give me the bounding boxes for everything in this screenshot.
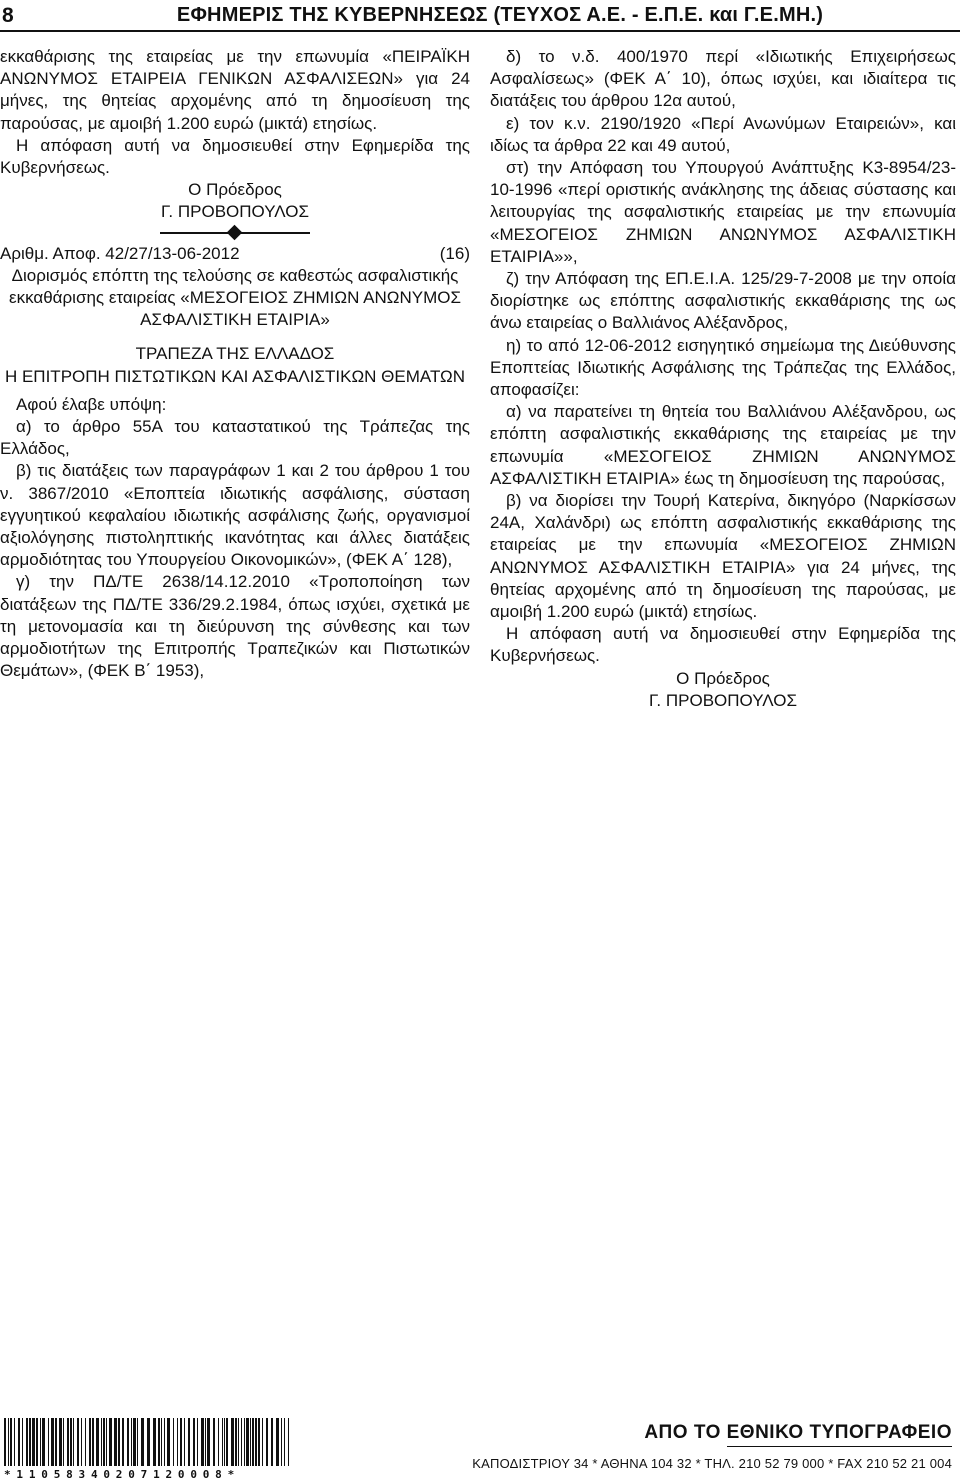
barcode-bar xyxy=(122,1418,124,1466)
barcode-bar xyxy=(184,1418,185,1466)
barcode-bar xyxy=(67,1418,69,1466)
barcode-bar xyxy=(218,1418,219,1466)
signature-name: Γ. ΠΡΟΒΟΠΟΥΛΟΣ xyxy=(648,690,798,710)
decision-code: (16) xyxy=(439,243,470,263)
barcode-bar xyxy=(114,1418,117,1466)
barcode-bar xyxy=(193,1418,195,1466)
barcode-bar xyxy=(51,1418,54,1466)
consideration-h: η) το από 12-06-2012 εισηγητικό σημείωμα της Διεύθυνσης Εποπτείας Ιδιωτικής Ασφάλισης της Τράπεζας της Ελλάδος, αποφασίζει: xyxy=(490,335,956,400)
barcode-bar xyxy=(226,1418,228,1466)
barcode-bar xyxy=(32,1418,35,1466)
barcode-bar xyxy=(252,1418,254,1466)
barcode-bar xyxy=(118,1418,120,1466)
barcode-bar xyxy=(207,1418,210,1466)
barcode-bar xyxy=(8,1418,9,1466)
barcode-bar xyxy=(288,1418,289,1466)
barcode-bar xyxy=(164,1418,165,1466)
consideration-b: β) τις διατάξεις των παραγράφων 1 και 2 του άρθρου 1 του ν. 3867/2010 «Εποπτεία ιδιωτικής ασφάλισης, σύσταση εγγυητικού κεφαλαίου ιδιωτικής ασφάλισης ζωής, οργανισμοί αξιολόγησης πιστοληπτικής ικανότητας και άλλες διατάξεις αρμοδιότητας του Υπουργείου Οικονομικών», (ΦΕΚ Α΄ 128), xyxy=(0,461,470,570)
barcode-bar xyxy=(14,1418,15,1466)
left-column xyxy=(0,46,470,682)
barcode-bar xyxy=(188,1418,190,1466)
barcode-bar xyxy=(137,1418,138,1466)
barcode-bar xyxy=(231,1418,234,1466)
barcode-bar xyxy=(131,1418,132,1466)
page-number: 8 xyxy=(2,4,14,27)
consideration-e: ε) τον κ.ν. 2190/1920 «Περί Ανωνύμων Εταιρειών», και ιδίως τα άρθρα 22 και 49 αυτού, xyxy=(490,113,956,155)
barcode-bar xyxy=(81,1418,82,1466)
barcode-bar xyxy=(77,1418,79,1466)
decision-subject: Διορισμός επόπτη της τελούσης σε καθεστώς ασφαλιστικής εκκαθάρισης εταιρείας «ΜΕΣΟΓΕΙΟΣ ΖΗΜΙΩΝ ΑΝΩΝΥΜΟΣ ΑΣΦΑΛΙΣΤΙΚΗ ΕΤΑΙΡΙΑ» xyxy=(9,265,461,330)
barcode-bar xyxy=(55,1418,57,1466)
barcode-bar xyxy=(4,1418,6,1466)
barcode-bar xyxy=(177,1418,178,1466)
header-rule xyxy=(0,30,960,32)
paragraph-continuation: εκκαθάρισης της εταιρείας με την επωνυμία «ΠΕΙΡΑΪΚΗ ΑΝΩΝΥΜΟΣ ΕΤΑΙΡΕΙΑ ΓΕΝΙΚΩΝ ΑΣΦΑΛΙΣΕΩΝ» για 24 μήνες, της θητείας αρχομένης από τη δημοσίευση της παρούσας, με αμοιβή 1.200 ευρώ (μικτά) ετησίως. xyxy=(0,47,470,133)
barcode-bar xyxy=(167,1418,170,1466)
issuer-committee: Η ΕΠΙΤΡΟΠΗ ΠΙΣΤΩΤΙΚΩΝ ΚΑΙ ΑΣΦΑΛΙΣΤΙΚΩΝ ΘΕΜΑΤΩΝ xyxy=(4,366,466,386)
barcode-bar xyxy=(18,1418,20,1466)
decision-a: α) να παρατείνει τη θητεία του Βαλλιάνου Αλέξανδρου, ως επόπτη ασφαλιστικής εκκαθάρισης της εταιρείας με την επωνυμία «ΜΕΣΟΓΕΙΟΣ ΖΗΜΙΩΝ ΑΝΩΝΥΜΟΣ ΑΣΦΑΛΙΣΤΙΚΗ ΕΤΑΙΡΙΑ» έως τη δημοσίευση της παρούσας, xyxy=(490,402,956,488)
barcode-bar xyxy=(40,1418,41,1466)
barcode-bar xyxy=(10,1418,12,1466)
barcode-bar xyxy=(133,1418,136,1466)
issuer-bank: ΤΡΑΠΕΖΑ ΤΗΣ ΕΛΛΑΔΟΣ xyxy=(135,344,335,364)
paragraph-publication: Η απόφαση αυτή να δημοσιευθεί στην Εφημερίδα της Κυβερνήσεως. xyxy=(490,624,956,666)
barcode-bar xyxy=(180,1418,182,1466)
barcode-bar xyxy=(197,1418,198,1466)
barcode-bar xyxy=(224,1418,225,1466)
barcode-bar xyxy=(250,1418,251,1466)
barcode-bar xyxy=(96,1418,99,1466)
barcode-bar xyxy=(244,1418,245,1466)
barcode-bar xyxy=(284,1418,285,1466)
barcode-bar xyxy=(70,1418,72,1466)
barcode-bar xyxy=(205,1418,206,1466)
barcode-bar xyxy=(106,1418,107,1466)
barcode-bar xyxy=(246,1418,249,1466)
barcode-bar xyxy=(36,1418,38,1466)
barcode-digits: *11058340207120008* xyxy=(4,1468,241,1481)
barcode-bar xyxy=(276,1418,279,1466)
consideration-d: δ) το ν.δ. 400/1970 περί «Ιδιωτικής Επιχειρήσεως Ασφαλίσεως» (ΦΕΚ Α΄ 10), όπως ισχύει, και ιδιαίτερα τις διατάξεις του άρθρου 12α αυτού, xyxy=(490,47,956,111)
signature-title: Ο Πρόεδρος xyxy=(676,668,770,688)
considering-intro: Αφού έλαβε υπόψη: xyxy=(16,394,167,414)
barcode-bar xyxy=(173,1418,174,1466)
decision-heading xyxy=(0,243,470,265)
barcode-bar xyxy=(101,1418,102,1466)
consideration-a: α) το άρθρο 55Α του καταστατικού της Τράπεζας της Ελλάδος, xyxy=(0,417,470,459)
barcode-bar xyxy=(92,1418,94,1466)
signature-title: Ο Πρόεδρος xyxy=(188,180,282,200)
consideration-st: στ) την Απόφαση του Υπουργού Ανάπτυξης Κ3-8954/23-10-1996 «περί οριστικής ανάκλησης της άδειας σύστασης και λειτουργίας της ασφαλιστικής εταιρείας με την επωνυμία «ΜΕΣΟΓΕΙΟΣ ΖΗΜΙΩΝ ΑΝΩΝΥΜΟΣ ΑΣΦΑΛΙΣΤΙΚΗ ΕΤΑΙΡΙΑ»», xyxy=(490,158,956,266)
barcode-bar xyxy=(26,1418,28,1466)
barcode-bar xyxy=(59,1418,62,1466)
barcode-bar xyxy=(141,1418,144,1466)
barcode-bar xyxy=(103,1418,105,1466)
signature-name: Γ. ΠΡΟΒΟΠΟΥΛΟΣ xyxy=(160,202,310,222)
paragraph-publication: Η απόφαση αυτή να δημοσιευθεί στην Εφημερίδα της Κυβερνήσεως. xyxy=(0,135,470,178)
barcode-bar xyxy=(63,1418,64,1466)
right-column xyxy=(490,46,956,712)
barcode-bar xyxy=(109,1418,112,1466)
barcode-bar xyxy=(153,1418,156,1466)
barcode-bar xyxy=(238,1418,239,1466)
barcode-bar xyxy=(161,1418,162,1466)
barcode-bar xyxy=(85,1418,86,1466)
section-divider xyxy=(160,225,310,239)
barcode-bar xyxy=(258,1418,260,1466)
barcode-bar xyxy=(42,1418,45,1466)
barcode-bar xyxy=(22,1418,23,1466)
barcode-bar xyxy=(281,1418,282,1466)
barcode-bar xyxy=(255,1418,257,1466)
printer-rule xyxy=(727,1446,952,1447)
consideration-c: γ) την ΠΔ/ΤΕ 2638/14.12.2010 «Τροποποίηση των διατάξεων της ΠΔ/ΤΕ 336/29.2.1984, όπως ισχύει, σχετικά με τη μετονομασία και τη διεύρυνση της σύνθεσης και των αρμοδιοτήτων της Επιτροπής Τραπεζικών και Πιστωτικών Θεμάτων», (ΦΕΚ Β΄ 1953), xyxy=(0,572,470,681)
barcode-bar xyxy=(89,1418,91,1466)
barcode-bar xyxy=(201,1418,204,1466)
barcode-bar xyxy=(48,1418,49,1466)
printer-name: ΑΠΟ ΤΟ ΕΘΝΙΚΟ ΤΥΠΟΓΡΑΦΕΙΟ xyxy=(644,1422,952,1443)
printer-address: ΚΑΠΟΔΙΣΤΡΙΟΥ 34 * ΑΘΗΝΑ 104 32 * ΤΗΛ. 210 52 79 000 * FAX 210 52 21 004 xyxy=(472,1456,952,1471)
barcode-bar xyxy=(241,1418,242,1466)
barcode-bar xyxy=(147,1418,150,1466)
barcode-bar xyxy=(73,1418,74,1466)
gazette-title: ΕΦΗΜΕΡΙΣ ΤΗΣ ΚΥΒΕΡΝΗΣΕΩΣ (ΤΕΥΧΟΣ Α.Ε. - Ε.Π.Ε. και Γ.Ε.ΜΗ.) xyxy=(176,4,824,26)
consideration-z: ζ) την Απόφαση της ΕΠ.Ε.Ι.Α. 125/29-7-2008 με την οποία διορίστηκε ως επόπτης ασφαλιστικής εκκαθάρισης της ως άνω εταιρείας ο Βαλλιάνος Αλέξανδρος, xyxy=(490,269,956,333)
barcode-bar xyxy=(235,1418,237,1466)
barcode-bar xyxy=(266,1418,268,1466)
spacer xyxy=(0,331,470,343)
page-footer xyxy=(0,1408,960,1482)
barcode-bar xyxy=(158,1418,160,1466)
decision-number: Αριθμ. Αποφ. 42/27/13-06-2012 xyxy=(0,243,240,263)
barcode-bar xyxy=(262,1418,263,1466)
barcode-bar xyxy=(271,1418,273,1466)
barcode-icon xyxy=(4,1418,292,1466)
barcode-bar xyxy=(127,1418,129,1466)
barcode-bar xyxy=(222,1418,223,1466)
barcode-bar xyxy=(29,1418,31,1466)
page-header xyxy=(0,0,960,46)
decision-b: β) να διορίσει την Τουρή Κατερίνα, δικηγόρο (Ναρκίσσων 24Α, Χαλάνδρι) ως επόπτη ασφαλιστικής εκκαθάρισης της εταιρείας με την επωνυμία «ΜΕΣΟΓΕΙΟΣ ΖΗΜΙΩΝ ΑΝΩΝΥΜΟΣ ΑΣΦΑΛΙΣΤΙΚΗ ΕΤΑΙΡΙΑ» για 24 μήνες, της θητείας αρχομένης από τη δημοσίευση της παρούσας, με αμοιβή 1.200 ευρώ (μικτά) ετησίως. xyxy=(490,491,956,622)
diamond-icon xyxy=(227,224,243,240)
barcode-bar xyxy=(213,1418,215,1466)
